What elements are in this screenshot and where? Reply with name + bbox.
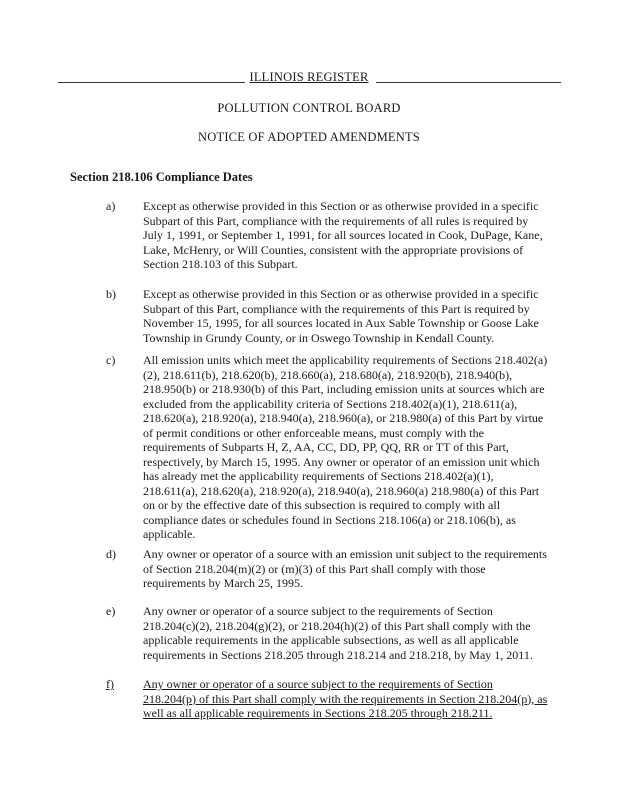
- subsection-label: e): [106, 604, 116, 618]
- subsection-text: Any owner or operator of a source with an emission unit subject to the requirements of Section 218.204(m)(2) or (m)(3) of this Part shall comply with those requirements by March 25, 1995.: [143, 547, 547, 590]
- section-heading: Section 218.106 Compliance Dates: [70, 170, 253, 184]
- subsection-text: Except as otherwise provided in this Section or as otherwise provided in a specific Subpart of this Part, compliance with the requirements of this Part is required by November 15, 1995, for all sources located in Aux Sable Township or Goose Lake Township in Grundy County, or in Oswego Township in Kendall County.: [143, 287, 539, 345]
- register-title-text: ILLINOIS REGISTER: [245, 70, 372, 84]
- subsection-label: b): [106, 287, 116, 301]
- subsection-text: Any owner or operator of a source subject to the requirements of Section 218.204(c)(2), 218.204(g)(2), or 218.204(h)(2) of this Part shall comply with the applicable requirements in the applicable subsections, as well as all applicable requirements in Sections 218.205 through 218.214 and 218.218, by May 1, 2011.: [143, 604, 533, 662]
- subsection-label: a): [106, 199, 116, 213]
- subsection-text: All emission units which meet the applicability requirements of Sections 218.402(a)(2), 218.611(b), 218.620(b), 218.660(a), 218.680(a), 218.920(b), 218.940(b), 218.950(b) or 218.930(b) of this Part, including emission units at sources which are excluded from the applicability criteria of Sections 218.402(a)(1), 218.611(a), 218.620(a), 218.920(a), 218.940(a), 218.960(a), or 218.980(a) of this Part by virtue of permit conditions or other enforceable means, must comply with the requirements of Subparts H, Z, AA, CC, DD, PP, QQ, RR or TT of this Part, respectively, by March 15, 1995. Any owner or operator of an emission unit which has already met the applicability requirements of Sections 218.402(a)(1), 218.611(a), 218.620(a), 218.920(a), 218.940(a), 218.960(a) 218.980(a) of this Part on or by the effective date of this subsection is required to comply with all compliance dates or schedules found in Sections 218.106(a) or 218.106(b), as applicable.: [143, 353, 548, 541]
- board-title: POLLUTION CONTROL BOARD: [217, 101, 401, 115]
- subsection-label: f): [106, 677, 114, 691]
- subsection-label: c): [106, 353, 116, 367]
- register-title: [0, 70, 618, 85]
- subsection-label: d): [106, 547, 116, 561]
- notice-title: NOTICE OF ADOPTED AMENDMENTS: [198, 130, 420, 144]
- subsection-text: Except as otherwise provided in this Section or as otherwise provided in a specific Subpart of this Part, compliance with the requirements of all rules is required by July 1, 1991, or September 1, 1991, for all sources located in Cook, DuPage, Kane, Lake, McHenry, or Will Counties, consistent with the appropriate provisions of Section 218.103 of this Subpart.: [143, 199, 543, 271]
- subsection-text: Any owner or operator of a source subject to the requirements of Section 218.204(p) of this Part shall comply with the requirements in Section 218.204(p), as well as all applicable requirements in Sections 218.205 through 218.211.: [143, 677, 548, 720]
